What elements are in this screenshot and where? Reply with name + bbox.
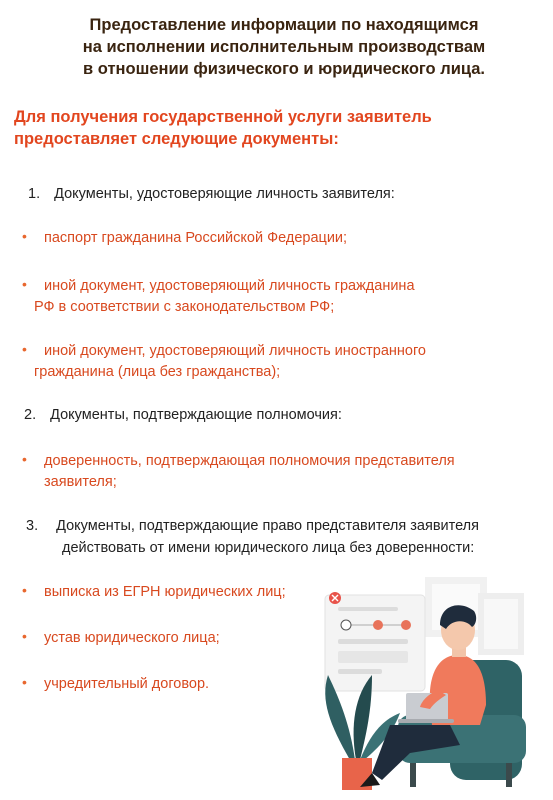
bullet-item-power-of-attorney-line-1: доверенность, подтверждающая полномочия представителя (44, 453, 455, 469)
form-field (338, 651, 408, 663)
section-3-text: Документы, подтверждающие право представителя заявителя (56, 518, 479, 534)
laptop-base (398, 719, 454, 723)
bullet-dot: • (22, 628, 27, 644)
title-line-2: на исполнении исполнительным производствам (82, 38, 486, 56)
bullet-dot: • (22, 582, 27, 598)
form-line (338, 669, 382, 674)
bullet-item-foreign-doc-line-1: иной документ, удостоверяющий личность иностранного (44, 343, 426, 359)
section-2-number: 2. (24, 407, 37, 423)
intro-line-1: Для получения государственной услуги заявитель (14, 108, 432, 126)
bullet-item-charter: устав юридического лица; (44, 630, 220, 646)
bullet-dot: • (22, 451, 27, 467)
bullet-item-egrn-extract: выписка из ЕГРН юридических лиц; (44, 584, 286, 600)
section-1-number: 1. (28, 186, 41, 202)
bullet-dot: • (22, 674, 27, 690)
wall-frame-right-inner (484, 599, 518, 649)
bullet-dot: • (22, 276, 27, 292)
bullet-dot: • (22, 341, 27, 357)
bullet-item-other-doc-line-2: РФ в соответствии с законодательством РФ; (34, 299, 335, 315)
section-3-line-1 (26, 515, 479, 537)
intro-heading (14, 106, 549, 150)
title-line-1: Предоставление информации по находящимся (89, 16, 479, 34)
bullet-item-passport: паспорт гражданина Российской Федерации; (44, 230, 348, 246)
bullet-item-foreign-doc-line-2: гражданина (лица без гражданства); (34, 364, 281, 380)
bullet-item-other-doc-line-1: иной документ, удостоверяющий личность гражданина (44, 278, 415, 294)
armchair-leg (506, 763, 512, 787)
section-3-number: 3. (26, 518, 39, 534)
form-line (338, 639, 408, 644)
bullet-item-founding-agreement: учредительный договор. (44, 676, 210, 692)
section-2-text: Документы, подтверждающие полномочия: (50, 407, 342, 423)
bullet-item-power-of-attorney-line-2: заявителя; (44, 474, 117, 490)
step-icon (341, 620, 351, 630)
step-icon (401, 620, 411, 630)
section-3-line-2: действовать от имени юридического лица без доверенности: (62, 540, 475, 556)
bullet-dot: • (22, 228, 27, 244)
page-title (24, 14, 544, 80)
section-1 (28, 183, 395, 205)
step-icon (373, 620, 383, 630)
section-1-text: Документы, удостоверяющие личность заявителя: (54, 186, 395, 202)
intro-line-2: предоставляет следующие документы: (14, 130, 339, 148)
section-2 (24, 404, 342, 426)
armchair-leg (410, 763, 416, 787)
title-line-3: в отношении физического и юридического лица. (83, 60, 485, 78)
person-laptop-illustration (310, 575, 553, 800)
form-line (338, 607, 398, 611)
